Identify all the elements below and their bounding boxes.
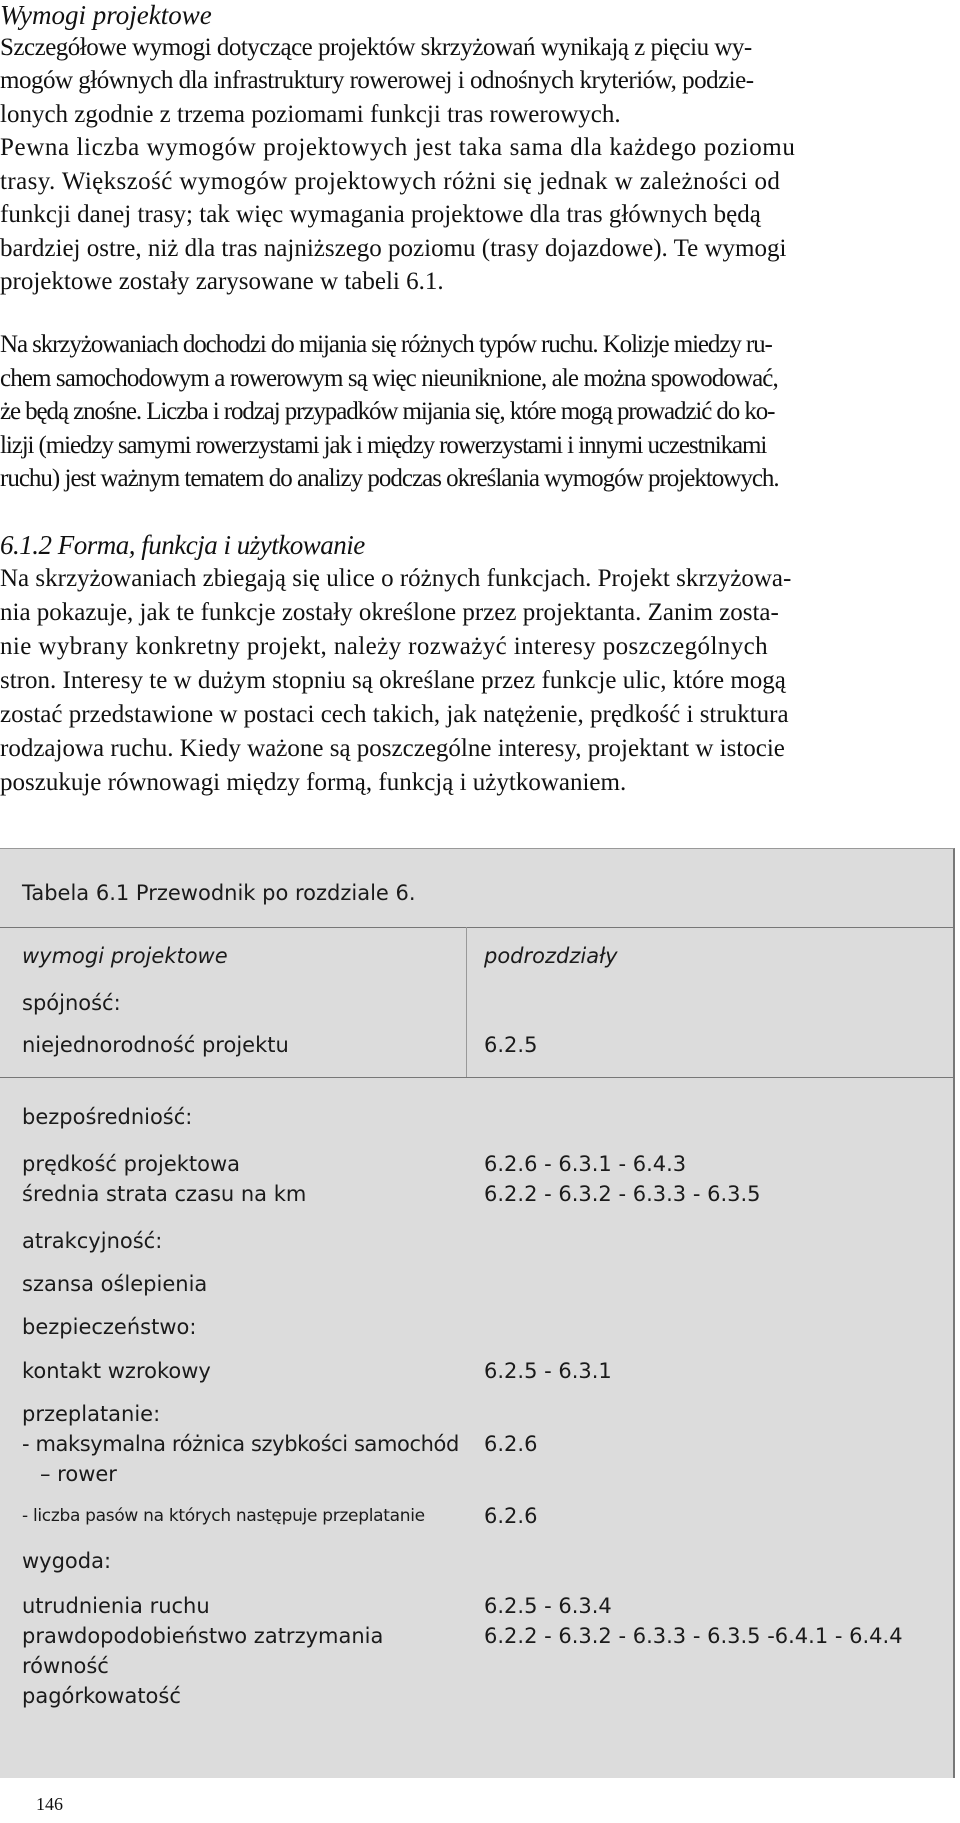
table-cell: – rower — [40, 1462, 117, 1486]
paragraph-line: ruchu) jest ważnym tematem do analizy podczas określania wymogów projektowych. — [0, 465, 779, 492]
paragraph-line: chem samochodowym a rowerowym są więc nieuniknione, ale można spowodować, — [0, 365, 778, 392]
table-cell: bezpieczeństwo: — [22, 1315, 197, 1339]
table-divider — [0, 1077, 955, 1078]
table-cell: - liczba pasów na których następuje przeplatanie — [22, 1506, 425, 1526]
paragraph-line: Pewna liczba wymogów projektowych jest taka sama dla każdego poziomu — [0, 134, 796, 161]
paragraph-line: nie wybrany konkretny projekt, należy rozważyć interesy poszczególnych — [0, 633, 768, 660]
guide-table — [0, 848, 955, 1778]
table-cell: wygoda: — [22, 1549, 112, 1573]
table-cell: spójność: — [22, 991, 121, 1015]
table-cell: bezpośredniość: — [22, 1105, 193, 1129]
paragraph-line: lonych zgodnie z trzema poziomami funkcji tras rowerowych. — [0, 101, 621, 128]
paragraph-line: poszukuje równowagi między formą, funkcją i użytkowaniem. — [0, 769, 627, 796]
section-title: Wymogi projektowe — [0, 0, 212, 30]
table-cell: prawdopodobieństwo zatrzymania — [22, 1624, 384, 1648]
paragraph-line: zostać przedstawione w postaci cech takich, jak natężenie, prędkość i struktura — [0, 701, 789, 728]
column-divider — [466, 927, 467, 1077]
table-cell: niejednorodność projektu — [22, 1033, 289, 1057]
paragraph-line: mogów głównych dla infrastruktury rowerowej i odnośnych kryteriów, podzie- — [0, 67, 754, 94]
paragraph-line: Na skrzyżowaniach dochodzi do mijania się różnych typów ruchu. Kolizje miedzy ru- — [0, 331, 772, 358]
paragraph-line: że będą znośne. Liczba i rodzaj przypadków mijania się, które mogą prowadzić do ko- — [0, 398, 775, 425]
table-cell: utrudnienia ruchu — [22, 1594, 210, 1618]
table-cell: 6.2.5 — [484, 1033, 538, 1057]
subsection-title: 6.1.2 Forma, funkcja i użytkowanie — [0, 530, 365, 560]
paragraph-line: funkcji danej trasy; tak więc wymagania projektowe dla tras głównych będą — [0, 201, 761, 228]
paragraph-line: lizji (miedzy samymi rowerzystami jak i między rowerzystami i innymi uczestnikami — [0, 432, 767, 459]
table-cell: 6.2.5 - 6.3.4 — [484, 1594, 612, 1618]
paragraph-line: stron. Interesy te w dużym stopniu są określane przez funkcje ulic, które mogą — [0, 667, 786, 694]
column-header-subsections: podrozdziały — [484, 944, 618, 968]
paragraph-line: rodzajowa ruchu. Kiedy ważone są poszczególne interesy, projektant w istocie — [0, 735, 785, 762]
table-cell: pagórkowatość — [22, 1684, 181, 1708]
table-cell: 6.2.2 - 6.3.2 - 6.3.3 - 6.3.5 -6.4.1 - 6.4.4 — [484, 1624, 903, 1648]
paragraph-line: trasy. Większość wymogów projektowych różni się jednak w zależności od — [0, 168, 781, 195]
table-cell: - maksymalna różnica szybkości samochód — [22, 1432, 459, 1456]
paragraph-line: Szczegółowe wymogi dotyczące projektów skrzyżowań wynikają z pięciu wy- — [0, 34, 752, 61]
table-cell: 6.2.6 — [484, 1432, 538, 1456]
paragraph-line: bardziej ostre, niż dla tras najniższego poziomu (trasy dojazdowe). Te wymogi — [0, 235, 787, 262]
table-cell: 6.2.6 — [484, 1504, 538, 1528]
table-cell: 6.2.6 - 6.3.1 - 6.4.3 — [484, 1152, 687, 1176]
table-cell: 6.2.2 - 6.3.2 - 6.3.3 - 6.3.5 — [484, 1182, 761, 1206]
table-cell: 6.2.5 - 6.3.1 — [484, 1359, 612, 1383]
table-cell: szansa oślepienia — [22, 1272, 208, 1296]
table-cell: prędkość projektowa — [22, 1152, 241, 1176]
table-cell: atrakcyjność: — [22, 1229, 163, 1253]
table-cell: przeplatanie: — [22, 1402, 161, 1426]
table-cell: kontakt wzrokowy — [22, 1359, 211, 1383]
table-cell: średnia strata czasu na km — [22, 1182, 307, 1206]
column-header-requirements: wymogi projektowe — [22, 944, 228, 968]
table-divider — [0, 927, 955, 928]
paragraph-line: nia pokazuje, jak te funkcje zostały określone przez projektanta. Zanim zosta- — [0, 599, 779, 626]
paragraph-line: projektowe zostały zarysowane w tabeli 6.1. — [0, 268, 444, 295]
table-cell: równość — [22, 1654, 109, 1678]
table-caption: Tabela 6.1 Przewodnik po rozdziale 6. — [22, 881, 416, 905]
page-number: 146 — [36, 1794, 63, 1814]
paragraph-line: Na skrzyżowaniach zbiegają się ulice o różnych funkcjach. Projekt skrzyżowa- — [0, 565, 792, 592]
